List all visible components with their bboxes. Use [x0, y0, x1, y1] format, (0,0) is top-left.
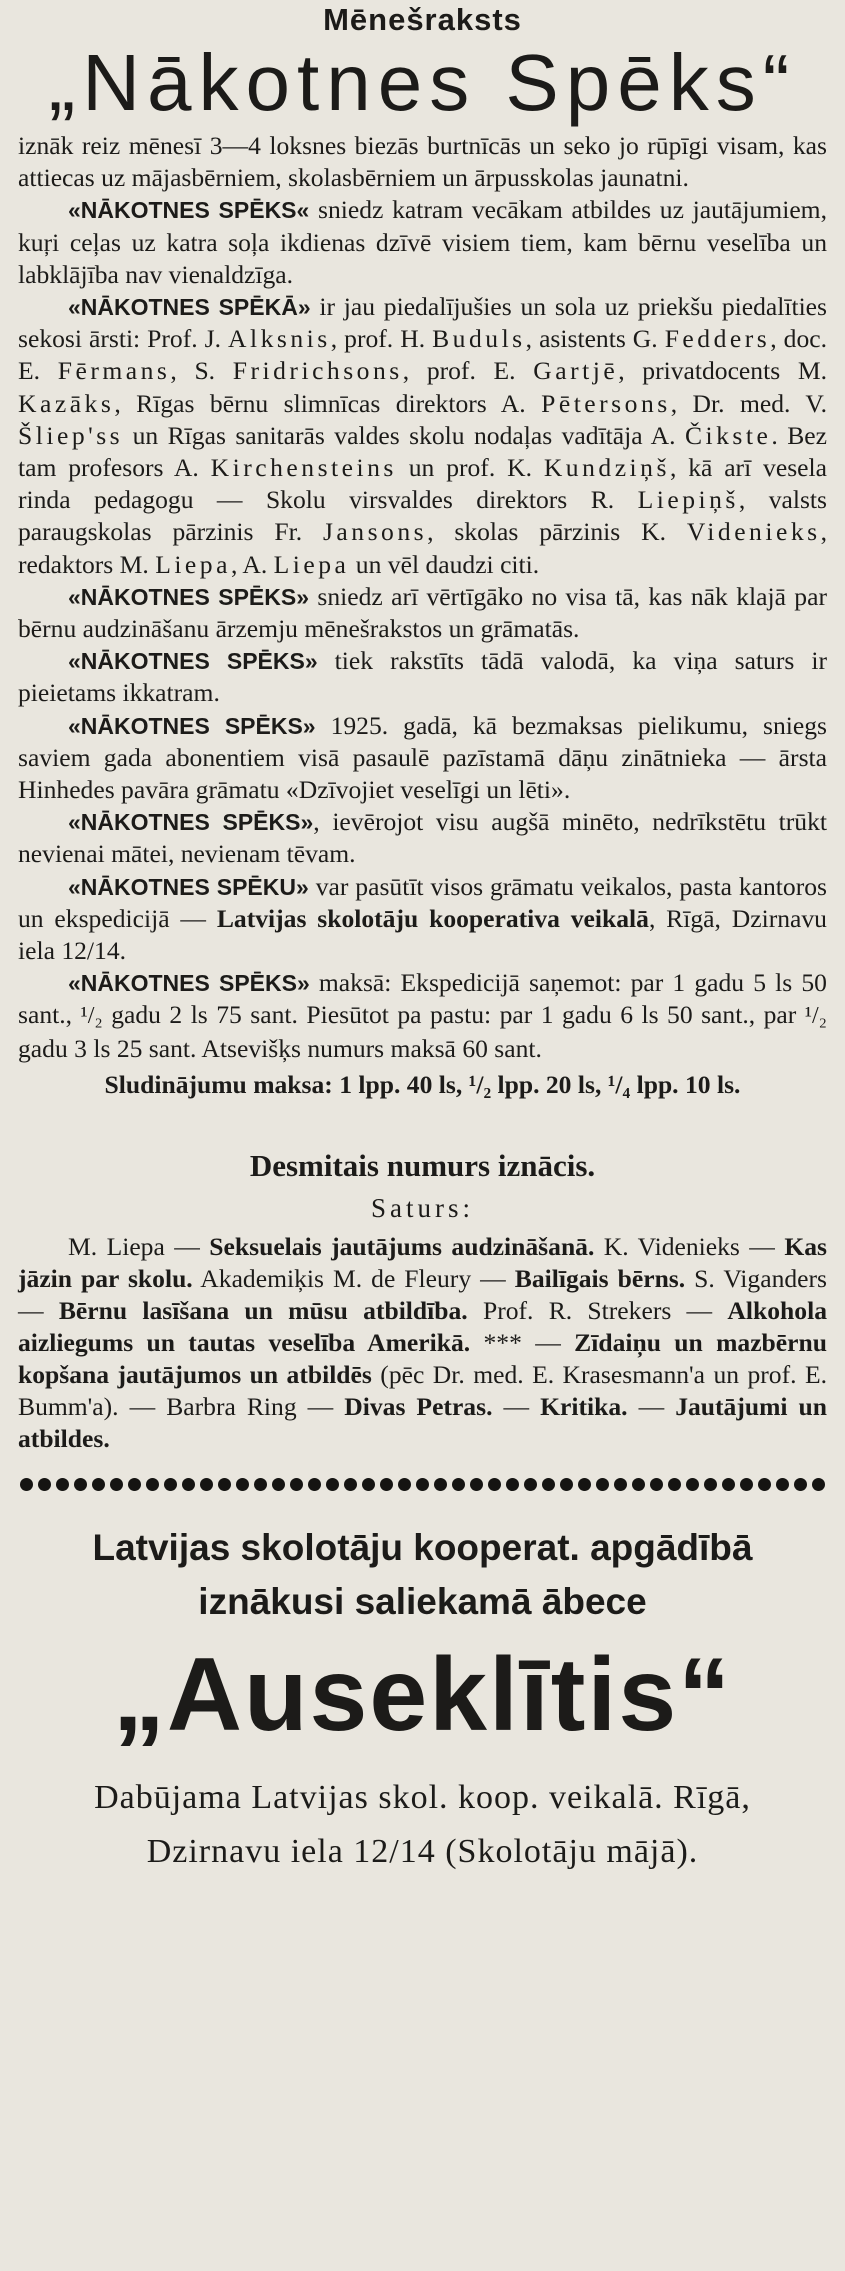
paragraph-text: , redaktors M. [18, 517, 827, 579]
divider-dot [596, 1478, 609, 1491]
divider-dot [488, 1478, 501, 1491]
fraction-half: ¹/₂ [804, 1003, 827, 1030]
divider-dot [128, 1478, 141, 1491]
divider-dot [524, 1478, 537, 1491]
divider-dot [722, 1478, 735, 1491]
divider-dot [578, 1478, 591, 1491]
paragraph-text: , Rīgā, Dzirnavu iela 12/14. [18, 903, 827, 966]
journal-name: «NĀKOTNES SPĒKS» [68, 583, 309, 610]
advert-availability [18, 1771, 827, 1879]
divider-dot [452, 1478, 465, 1491]
paragraph-intro: iznāk reiz mēnesī 3—4 loksnes biezās burtnīcās un seko jo rūpīgi visam, kas attiecas uz mājasbērniem, skolasbērniem un ārpusskolas jaunatni. [18, 131, 827, 193]
divider-dot [470, 1478, 483, 1491]
contents-title: Bailīgais bērns. [514, 1263, 686, 1293]
person-name: Fridrichsons [232, 356, 403, 386]
contents-title: Jautājumi un atbildes. [18, 1391, 828, 1453]
paragraph-text: un Rīgas sanitarās valdes skolu nodaļas vadītāja A. [123, 420, 685, 450]
paragraph-ordering [18, 871, 827, 968]
paragraph-text: gadu 3 ls 25 sant. Atsevišķs numurs maksā 60 sant. [18, 1033, 542, 1063]
contents-list [18, 1231, 827, 1455]
paragraph-text: , privatdocents M. [618, 356, 827, 386]
person-name: Videnieks [686, 517, 821, 547]
contents-author: Prof. R. Strekers — [467, 1295, 728, 1325]
paragraph-parents [18, 806, 827, 870]
paragraph-foreign [18, 581, 827, 645]
paragraph-text: ir jau piedalījušies un sola uz priekšu piedalīties sekosi ārsti: Prof. J. [18, 292, 828, 354]
dotted-divider [18, 1477, 827, 1493]
divider-dot [326, 1478, 339, 1491]
person-name: Kazāks [18, 388, 115, 418]
divider-dot [200, 1478, 213, 1491]
paragraph-text: maksā: Ekspedicijā saņemot: par 1 gadu 5 ls 50 sant., [18, 968, 827, 1030]
paragraph-text: gadu 2 ls 75 sant. Piesūtot pa pastu: par 1 gadu 6 ls 50 sant., par [102, 1000, 805, 1030]
contents-paragraph [18, 1231, 827, 1455]
paragraph-text: 1925. gadā, kā bezmaksas pielikumu, sniegs saviem gada abonentiem visā pasaulē pazīstamā dāņu zinātnieka — ārsta Hinhedes pavāra grāmatu «Dzīvojiet veselīgi un lēti». [18, 710, 827, 805]
journal-name: «NĀKOTNES SPĒKS» [68, 712, 316, 739]
person-name: Šliep'ss [18, 420, 124, 450]
contents-heading: Desmitais numurs iznācis. [249, 1147, 596, 1183]
divider-dot [758, 1478, 771, 1491]
advert-publisher: Latvijas skolotāju kooperat. apgādībā [92, 1526, 753, 1568]
divider-dot [254, 1478, 267, 1491]
paragraph-text: , valsts paraugskolas pārzinis Fr. [18, 485, 827, 547]
divider-dot [776, 1478, 789, 1491]
divider-dot [560, 1478, 573, 1491]
divider-dot [416, 1478, 429, 1491]
person-name: Buduls [432, 324, 526, 354]
divider-dot [74, 1478, 87, 1491]
contents-author: (pēc Dr. med. E. Krasesmann'a un prof. E. Bumm'a). — Barbra Ring — [18, 1359, 827, 1421]
paragraph-supplement [18, 710, 827, 807]
person-name: Liepa [273, 549, 350, 579]
advert-address-line: Dzirnavu iela 12/14 (Skolotāju mājā). [146, 1832, 699, 1870]
person-name: Liepa [155, 549, 231, 579]
contents-label: Saturs: [370, 1192, 474, 1223]
divider-dot [686, 1478, 699, 1491]
person-name: Čikste [684, 420, 772, 450]
paragraph-text: , asistents G. [525, 324, 665, 354]
contents-title: Alkohola aizliegums un tautas veselība Amerikā. [18, 1295, 827, 1357]
advert-shop-line: Dabūjama Latvijas skol. koop. veikalā. Rīgā, [94, 1778, 751, 1816]
divider-dot [38, 1478, 51, 1491]
shop-name: Latvijas skolotāju kooperativa veikalā [216, 903, 649, 933]
divider-dot [92, 1478, 105, 1491]
paragraph-text: tiek rakstīts tādā valodā, ka viņa saturs ir pieietams ikkatram. [18, 646, 827, 708]
person-name: Kundziņš [543, 453, 670, 483]
paragraph-text: sniedz katram vecākam atbildes uz jautājumiem, kuŗi ceļas uz katra soļa ikdienas dzīvē visiem tiem, kam bērnu veselība un labklājība nav vienaldzīga. [18, 195, 827, 289]
masthead-title: „Nākotnes Spēks“ [48, 38, 797, 127]
journal-name: «NĀKOTNES SPĒKS» [68, 809, 314, 836]
paragraph-text: , prof. H. [330, 324, 433, 354]
paragraph-language [18, 645, 827, 709]
person-name: Liepiņš [637, 485, 739, 515]
contents-author: — [627, 1391, 676, 1421]
divider-dot [812, 1478, 825, 1491]
paragraph-text: , Dr. med. V. [670, 388, 828, 418]
person-name: Kirchensteins [210, 453, 397, 483]
contents-author: *** — [470, 1327, 575, 1357]
divider-dot [20, 1478, 33, 1491]
paragraph-text: , S. [170, 356, 233, 386]
contents-author: M. Liepa — [68, 1231, 210, 1261]
divider-dot [308, 1478, 321, 1491]
paragraph-text: , kā arī vesela rinda pedagogu — Skolu virsvaldes direktors R. [18, 453, 827, 515]
person-name: Alksnis [228, 324, 331, 354]
contents-title: Kas jāzin par skolu. [18, 1231, 827, 1293]
divider-dot [704, 1478, 717, 1491]
journal-name: «NĀKOTNES SPĒKS» [68, 970, 310, 997]
divider-dot [632, 1478, 645, 1491]
paragraph-text: , ievērojot visu augšā minēto, nedrīkstētu trūkt nevienai mātei, nevienam tēvam. [18, 807, 827, 869]
divider-dot [434, 1478, 447, 1491]
person-name: Fērmans [57, 356, 171, 386]
person-name: Pētersons [541, 388, 671, 418]
divider-dot [614, 1478, 627, 1491]
paragraph-text: un vēl daudzi citi. [349, 549, 540, 579]
contents-author: K. Videnieks — [594, 1231, 785, 1261]
paragraph-text: , A. [230, 549, 274, 579]
advertising-rates: Sludinājumu maksa: 1 lpp. 40 ls, ¹/₂ lpp. 20 ls, ¹/₄ lpp. 10 ls. [104, 1069, 741, 1099]
fraction-half: ¹/₂ [80, 1003, 103, 1030]
paragraph-text: , prof. E. [402, 356, 534, 386]
divider-dot [380, 1478, 393, 1491]
paragraph-contributors [18, 291, 827, 581]
journal-name: «NĀKOTNES SPĒKU» [68, 873, 309, 900]
divider-dot [272, 1478, 285, 1491]
journal-name: «NĀKOTNES SPĒKS« [68, 197, 310, 224]
divider-dot [668, 1478, 681, 1491]
contents-title: Divas Petras. [344, 1391, 493, 1421]
paragraph-answers [18, 194, 827, 291]
divider-dot [236, 1478, 249, 1491]
divider-dot [218, 1478, 231, 1491]
paragraph-text: , Rīgas bērnu slimnīcas direktors A. [114, 388, 542, 418]
contents-author: — [492, 1391, 541, 1421]
divider-dot [344, 1478, 357, 1491]
divider-dot [650, 1478, 663, 1491]
article-body [18, 130, 827, 1065]
paragraph-text: var pasūtīt visos grāmatu veikalos, pasta kantoros un ekspedicijā — [18, 871, 827, 933]
journal-name: «NĀKOTNES SPĒKS» [68, 648, 318, 675]
contents-author: Akademiķis M. de Fleury — [192, 1263, 515, 1293]
journal-name: «NĀKOTNES SPĒKĀ» [68, 294, 311, 321]
divider-dot [740, 1478, 753, 1491]
paragraph-text: sniedz arī vērtīgāko no visa tā, kas nāk klajā par bērnu audzināšanu ārzemju mēnešrakstos un grāmatās. [18, 581, 827, 644]
divider-dot [182, 1478, 195, 1491]
divider-dot [794, 1478, 807, 1491]
paragraph-prices [18, 967, 827, 1065]
paragraph-text: un prof. K. [396, 453, 544, 483]
contents-title: Seksuelais jautājums audzināšanā. [209, 1231, 595, 1261]
contents-title: Bērnu lasīšana un mūsu atbildība. [58, 1295, 468, 1325]
divider-dot [110, 1478, 123, 1491]
divider-dot [398, 1478, 411, 1491]
person-name: Fedders [664, 324, 771, 354]
contents-title: Zīdaiņu un mazbērnu kopšana jautājumos un atbildēs [18, 1327, 827, 1389]
advert-subtitle: iznākusi saliekamā ābece [198, 1580, 647, 1622]
divider-dot [146, 1478, 159, 1491]
divider-dot [542, 1478, 555, 1491]
person-name: Gartjē [533, 356, 619, 386]
paragraph-text: , skolas pārzinis K. [427, 517, 687, 547]
divider-dot [290, 1478, 303, 1491]
masthead-kicker: Mēnešraksts [323, 2, 522, 37]
paragraph-text: , doc. E. [18, 324, 827, 386]
person-name: Jansons [322, 517, 428, 547]
divider-dot [362, 1478, 375, 1491]
paragraph-text: . Bez tam profesors A. [18, 420, 827, 483]
advert-title: „Auseklītis“ [112, 1636, 733, 1753]
contents-title: Kritika. [540, 1391, 628, 1421]
contents-author: S. Viganders — [18, 1263, 828, 1325]
divider-dot [56, 1478, 69, 1491]
divider-dot [506, 1478, 519, 1491]
divider-dot [164, 1478, 177, 1491]
